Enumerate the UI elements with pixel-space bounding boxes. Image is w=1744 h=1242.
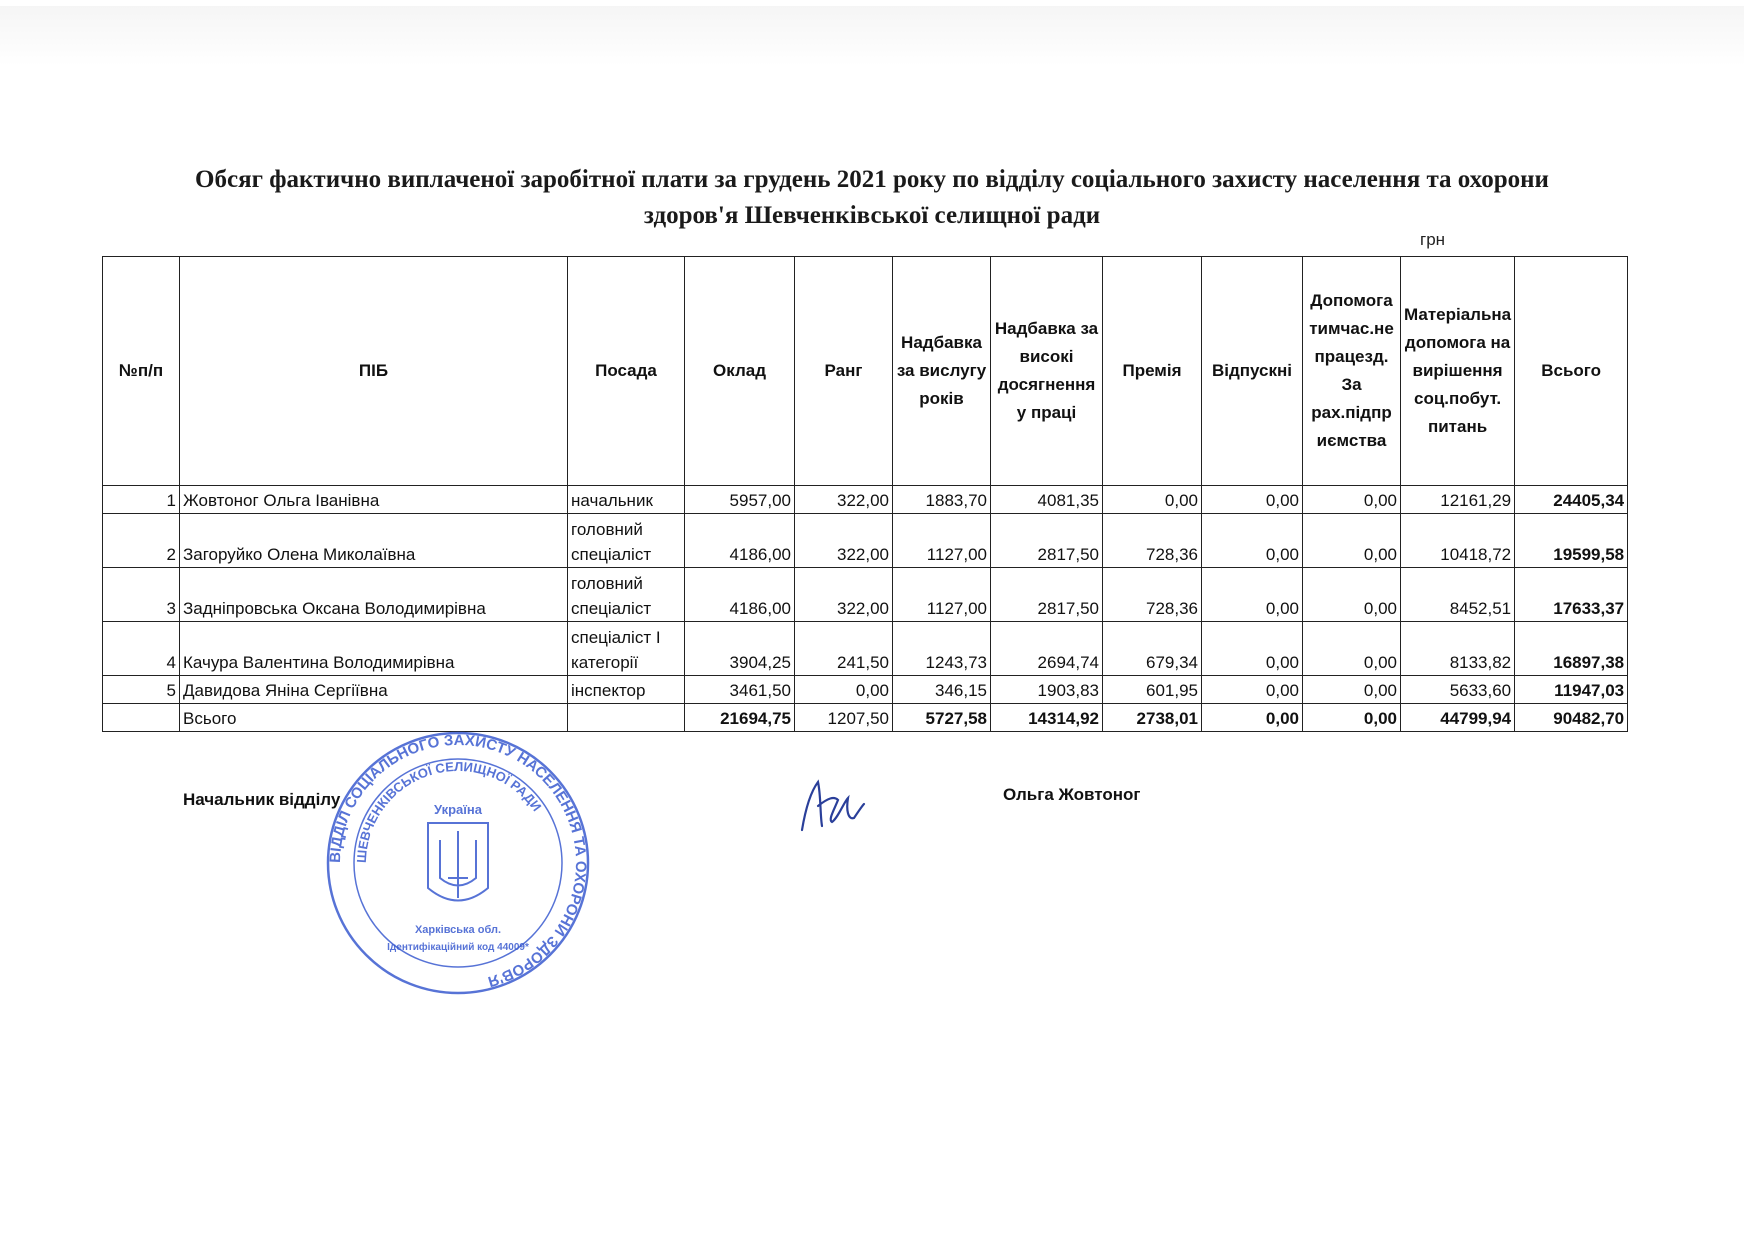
header-cell: Надбавка за високі досягнення у праці: [991, 257, 1103, 486]
mat-dopomoga-cell: 10418,72: [1401, 514, 1515, 568]
premiya-cell: 601,95: [1103, 676, 1202, 704]
vysluga-cell: 1243,73: [893, 622, 991, 676]
stamp-inner-text: ШЕВЧЕНКІВСЬКОЇ СЕЛИЩНОЇ РАДИ: [353, 758, 545, 864]
stamp-trident-icon: [440, 831, 476, 898]
vysluga-cell: 1127,00: [893, 514, 991, 568]
signature-title: Начальник відділу: [183, 790, 341, 809]
document-title: [100, 162, 1644, 234]
premiya-cell: 0,00: [1103, 486, 1202, 514]
rang-cell: 241,50: [795, 622, 893, 676]
table-row: [103, 676, 1628, 704]
header-cell: Премія: [1103, 257, 1202, 486]
rang-cell: 0,00: [795, 676, 893, 704]
oklad-cell: 5957,00: [685, 486, 795, 514]
total-mat-dopomoga: 44799,94: [1401, 704, 1515, 732]
totals-empty-cell: [103, 704, 180, 732]
vysluga-cell: 1883,70: [893, 486, 991, 514]
employee-position: головний спеціаліст: [568, 568, 685, 622]
rang-cell: 322,00: [795, 486, 893, 514]
mat-dopomoga-cell: 12161,29: [1401, 486, 1515, 514]
header-cell: Ранг: [795, 257, 893, 486]
table-row: [103, 622, 1628, 676]
currency-unit: грн: [1420, 230, 1446, 249]
table-row: [103, 486, 1628, 514]
vidpuskni-cell: 0,00: [1202, 568, 1303, 622]
dopomoga-cell: 0,00: [1303, 486, 1401, 514]
total-oklad: 21694,75: [685, 704, 795, 732]
employee-name: Давидова Яніна Сергіївна: [180, 676, 568, 704]
oklad-cell: 4186,00: [685, 568, 795, 622]
stamp-outer-text: ВІДДІЛ СОЦІАЛЬНОГО ЗАХИСТУ НАСЕЛЕННЯ ТА ОХОРОНИ ЗДОРОВ'Я: [326, 731, 590, 990]
signatory-name: Ольга Жовтоног: [1003, 785, 1141, 804]
total-dosyagnennya: 14314,92: [991, 704, 1103, 732]
vidpuskni-cell: 0,00: [1202, 514, 1303, 568]
official-stamp: [318, 728, 598, 998]
employee-name: Задніпровська Оксана Володимирівна: [180, 568, 568, 622]
dopomoga-cell: 0,00: [1303, 676, 1401, 704]
mat-dopomoga-cell: 5633,60: [1401, 676, 1515, 704]
employee-position: начальник: [568, 486, 685, 514]
dosyagnennya-cell: 2817,50: [991, 514, 1103, 568]
header-cell: Допомога тимчас.не працезд. За рах.підпр иємства: [1303, 257, 1401, 486]
premiya-cell: 728,36: [1103, 514, 1202, 568]
oklad-cell: 3461,50: [685, 676, 795, 704]
row-total-cell: 17633,37: [1515, 568, 1628, 622]
header-cell: Відпускні: [1202, 257, 1303, 486]
header-cell: Оклад: [685, 257, 795, 486]
row-total-cell: 16897,38: [1515, 622, 1628, 676]
vidpuskni-cell: 0,00: [1202, 622, 1303, 676]
premiya-cell: 728,36: [1103, 568, 1202, 622]
title-line-2: здоров'я Шевченківської селищної ради: [643, 202, 1101, 229]
header-cell: Надбавка за вислугу років: [893, 257, 991, 486]
header-cell: ПІБ: [180, 257, 568, 486]
total-vidpuskni: 0,00: [1202, 704, 1303, 732]
table-row: [103, 568, 1628, 622]
mat-dopomoga-cell: 8452,51: [1401, 568, 1515, 622]
employee-name: Загоруйко Олена Миколаївна: [180, 514, 568, 568]
total-vysluga: 5727,58: [893, 704, 991, 732]
header-cell: Посада: [568, 257, 685, 486]
dosyagnennya-cell: 2694,74: [991, 622, 1103, 676]
employee-name: Жовтоног Ольга Іванівна: [180, 486, 568, 514]
row-number: 2: [103, 514, 180, 568]
dopomoga-cell: 0,00: [1303, 568, 1401, 622]
dopomoga-cell: 0,00: [1303, 622, 1401, 676]
dopomoga-cell: 0,00: [1303, 514, 1401, 568]
row-number: 1: [103, 486, 180, 514]
header-cell: №п/п: [103, 257, 180, 486]
row-number: 3: [103, 568, 180, 622]
table-row: [103, 514, 1628, 568]
total-dopomoga: 0,00: [1303, 704, 1401, 732]
table-header-row: [103, 257, 1628, 486]
row-number: 5: [103, 676, 180, 704]
scan-artifact: [0, 6, 1744, 66]
title-line-1: Обсяг фактично виплаченої заробітної плати за грудень 2021 року по відділу соціального захисту населення та охорони: [195, 166, 1549, 193]
oklad-cell: 4186,00: [685, 514, 795, 568]
dosyagnennya-cell: 1903,83: [991, 676, 1103, 704]
total-premiya: 2738,01: [1103, 704, 1202, 732]
dosyagnennya-cell: 4081,35: [991, 486, 1103, 514]
stamp-region: Харківська обл.: [414, 924, 502, 936]
row-number: 4: [103, 622, 180, 676]
row-total-cell: 24405,34: [1515, 486, 1628, 514]
employee-position: інспектор: [568, 676, 685, 704]
rang-cell: 322,00: [795, 514, 893, 568]
payroll-table: [102, 256, 1628, 732]
grand-total: 90482,70: [1515, 704, 1628, 732]
header-cell: Матеріальна допомога на вирішення соц.побут. питань: [1401, 257, 1515, 486]
vysluga-cell: 346,15: [893, 676, 991, 704]
row-total-cell: 11947,03: [1515, 676, 1628, 704]
totals-label: Всього: [180, 704, 568, 732]
vidpuskni-cell: 0,00: [1202, 676, 1303, 704]
vysluga-cell: 1127,00: [893, 568, 991, 622]
handwritten-signature: [798, 776, 870, 836]
employee-position: головний спеціаліст: [568, 514, 685, 568]
premiya-cell: 679,34: [1103, 622, 1202, 676]
vidpuskni-cell: 0,00: [1202, 486, 1303, 514]
employee-position: спеціаліст І категорії: [568, 622, 685, 676]
mat-dopomoga-cell: 8133,82: [1401, 622, 1515, 676]
stamp-country: Україна: [433, 802, 483, 817]
employee-name: Качура Валентина Володимирівна: [180, 622, 568, 676]
oklad-cell: 3904,25: [685, 622, 795, 676]
stamp-code: Ідентифікаційний код 44009*: [387, 942, 529, 953]
dosyagnennya-cell: 2817,50: [991, 568, 1103, 622]
total-rang: 1207,50: [795, 704, 893, 732]
header-cell: Всього: [1515, 257, 1628, 486]
row-total-cell: 19599,58: [1515, 514, 1628, 568]
rang-cell: 322,00: [795, 568, 893, 622]
